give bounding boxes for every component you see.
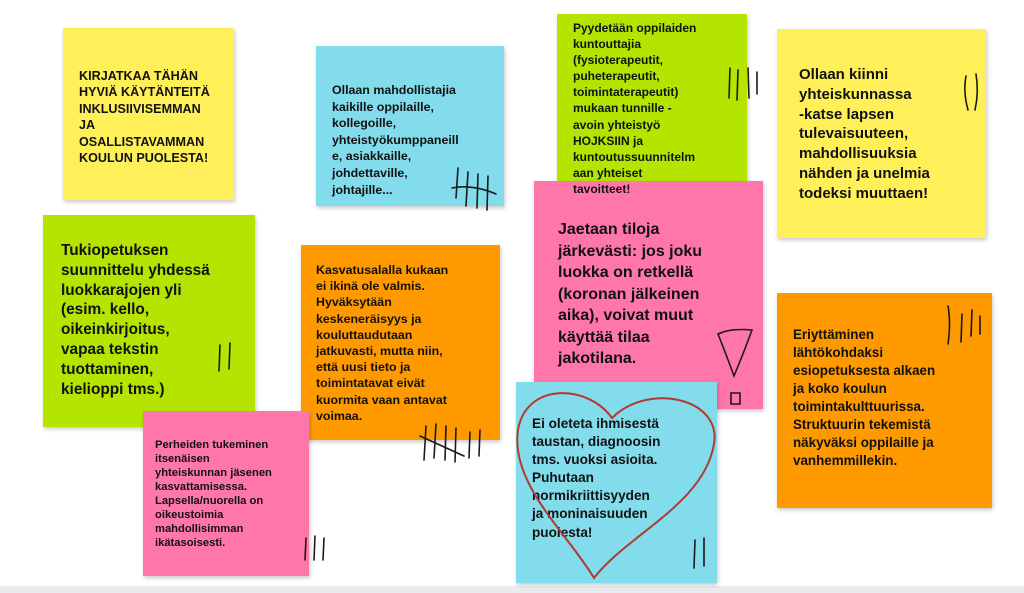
- sticky-note-mahdollistajia[interactable]: [316, 46, 504, 206]
- sticky-note-yhteiskunnassa[interactable]: [777, 29, 986, 238]
- sticky-note-kasvatusala[interactable]: [301, 245, 500, 440]
- sticky-note-normikriittisyys[interactable]: [516, 382, 717, 583]
- note-text: Ollaan mahdollistajia kaikille oppilaille, kollegoille, yhteistyökumppaneill e, asiakkaille, johdettaville, johtajille...: [332, 83, 459, 197]
- note-text: Jaetaan tiloja järkevästi: jos joku luokka on retkellä (koronan jälkeinen aika), voivat muut käyttää tilaa jakotilana.: [558, 221, 703, 367]
- sticky-note-kirjatkaa[interactable]: [63, 28, 234, 200]
- note-text: Eriyttäminen lähtökohdaksi esiopetuksesta alkaen ja koko koulun toimintakulttuurissa. Struktuurin tekemistä näkyväksi oppilaille ja vanhemmillekin.: [793, 327, 936, 468]
- board-bottom-strip: [0, 586, 1024, 593]
- note-text: Perheiden tukeminen itsenäisen yhteiskunnan jäsenen kasvattamisessa. Lapsella/nuorella on oikeustoimia mahdollisimman ikätasoisesti.: [155, 439, 272, 549]
- note-text: Pyydetään oppilaiden kuntouttajia (fysioterapeutit, puheterapeutit, toimintaterapeutit) mukaan tunnille - avoin yhteistyö HOJKSIIN ja kuntoutussuunnitelm aan yhteiset tavoitteet!: [573, 21, 697, 196]
- sticky-note-perheet[interactable]: [143, 411, 309, 576]
- sticky-note-tukiopetus[interactable]: [43, 215, 255, 427]
- sticky-note-tilat[interactable]: [534, 181, 763, 409]
- note-text: Ollaan kiinni yhteiskunnassa -katse lapsen tulevaisuuteen, mahdollisuuksia nähden ja unelmia todeksi muuttaen!: [799, 66, 930, 202]
- note-text: Tukiopetuksen suunnittelu yhdessä luokkarajojen yli (esim. kello, oikeinkirjoitus, vapaa tekstin tuottaminen, kielioppi tms.): [61, 242, 210, 398]
- note-text: Ei oleteta ihmisestä taustan, diagnoosin tms. vuoksi asioita. Puhutaan normikriittisyyden ja moninaisuuden puolesta!: [532, 416, 661, 540]
- note-text: Kasvatusalalla kukaan ei ikinä ole valmis. Hyväksytään keskeneräisyys ja kouluttaudutaan jatkuvasti, mutta niin, että uusi tieto ja toimintatavat eivät kuormita vaan antavat voimaa.: [316, 263, 449, 423]
- sticky-note-kuntouttajia[interactable]: [557, 14, 747, 204]
- note-text: KIRJATKAA TÄHÄN HYVIÄ KÄYTÄNTEITÄ INKLUSIIVISEMMAN JA OSALLISTAVAMMAN KOULUN PUOLESTA!: [79, 69, 210, 166]
- sticky-note-eriyttaminen[interactable]: [777, 293, 992, 508]
